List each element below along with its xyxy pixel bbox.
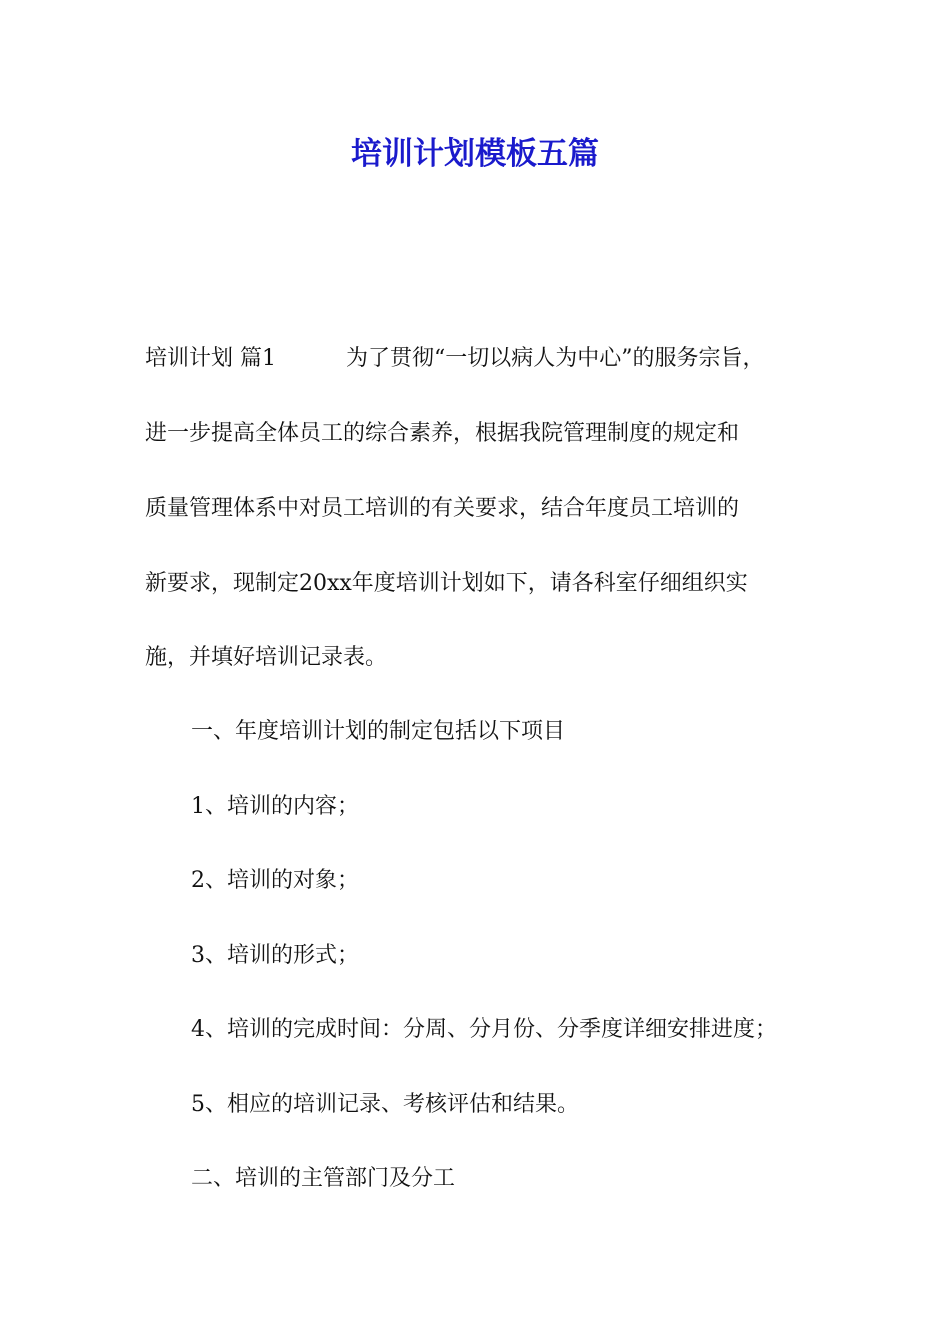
list-item: 4、培训的完成时间：分周、分月份、分季度详细安排进度； [191, 1017, 777, 1042]
section-two-heading: 二、培训的主管部门及分工 [191, 1166, 456, 1191]
intro-heading: 培训计划 篇1 [145, 346, 276, 371]
paragraph-line: 施，并填好培训记录表。 [145, 645, 388, 670]
intro-first-text: 为了贯彻“一切以病人为中心”的服务宗旨， [346, 346, 765, 371]
paragraph-line: 新要求，现制定20xx年度培训计划如下，请各科室仔细组织实 [145, 571, 748, 596]
intro-first-line [145, 339, 765, 379]
section-one-heading: 一、年度培训计划的制定包括以下项目 [191, 719, 566, 744]
list-item: 5、相应的培训记录、考核评估和结果。 [191, 1092, 579, 1117]
list-item: 1、培训的内容； [191, 794, 359, 819]
paragraph-line: 进一步提高全体员工的综合素养，根据我院管理制度的规定和 [145, 421, 740, 446]
paragraph-line: 质量管理体系中对员工培训的有关要求，结合年度员工培训的 [145, 496, 740, 521]
list-item: 2、培训的对象； [191, 868, 359, 893]
document-title: 培训计划模板五篇 [351, 136, 599, 172]
list-item: 3、培训的形式； [191, 943, 359, 968]
